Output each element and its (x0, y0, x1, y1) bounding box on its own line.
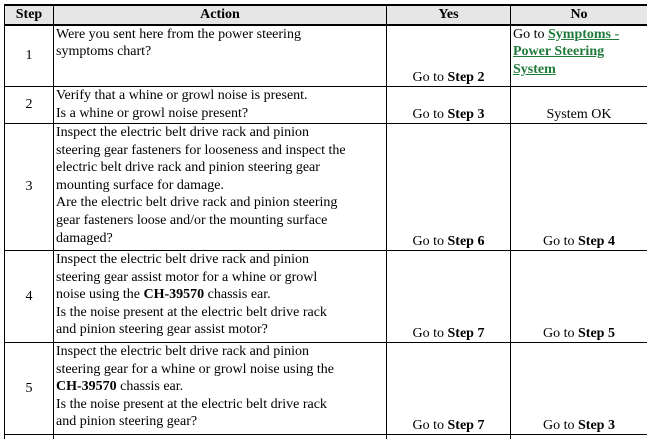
action-line (56, 286, 384, 304)
action-cell (54, 124, 387, 251)
action-line: Are the electric belt drive rack and pinion steering (56, 194, 384, 212)
action-text: chassis ear. (117, 379, 183, 394)
header-yes: Yes (387, 5, 511, 25)
no-prefix: Go to (543, 326, 578, 341)
continuation-cell (511, 435, 647, 439)
table-row (5, 124, 647, 251)
diagnostic-table (4, 4, 647, 439)
action-line: Is the noise present at the electric belt drive rack (56, 304, 384, 322)
header-action: Action (54, 5, 387, 25)
no-cell (511, 251, 647, 343)
step-number: 5 (5, 343, 54, 435)
step-number: 4 (5, 251, 54, 343)
action-cell (54, 251, 387, 343)
yes-prefix: Go to (413, 326, 448, 341)
diagnostic-page (4, 4, 647, 439)
action-line: steering gear assist motor for a whine or growl (56, 269, 384, 287)
go-to-step-link[interactable]: Step 3 (448, 107, 485, 122)
yes-cell (387, 124, 511, 251)
action-line: and pinion steering gear? (56, 413, 384, 431)
action-line: electric belt drive rack and pinion steering gear (56, 159, 384, 177)
yes-cell (387, 343, 511, 435)
header-no: No (511, 5, 647, 25)
yes-prefix: Go to (413, 107, 448, 122)
action-line: Were you sent here from the power steering (56, 26, 384, 44)
action-line: gear fasteners loose and/or the mounting surface (56, 212, 384, 230)
go-to-step-link[interactable]: Step 7 (448, 418, 485, 433)
action-line: symptoms chart? (56, 43, 384, 61)
go-to-step-link[interactable]: Step 6 (448, 234, 485, 249)
action-line: Inspect the electric belt drive rack and pinion (56, 124, 384, 142)
no-cell (511, 124, 647, 251)
yes-cell (387, 25, 511, 87)
header-step: Step (5, 5, 54, 25)
yes-prefix: Go to (413, 70, 448, 85)
no-cell (511, 87, 647, 124)
action-line: and pinion steering gear assist motor? (56, 321, 384, 339)
yes-prefix: Go to (413, 234, 448, 249)
action-text: noise using the (56, 287, 144, 302)
table-continuation-row (5, 435, 647, 439)
go-to-step-link[interactable]: Step 2 (448, 70, 485, 85)
table-row (5, 87, 647, 124)
yes-cell (387, 87, 511, 124)
go-to-step-link[interactable]: Step 4 (578, 234, 615, 249)
no-prefix: Go to (513, 27, 548, 42)
action-line (56, 378, 384, 396)
go-to-step-link[interactable]: Step 5 (578, 326, 615, 341)
symptoms-link-line: System (513, 62, 556, 77)
action-line: steering gear for a whine or growl noise using the (56, 361, 384, 379)
continuation-cell (5, 435, 54, 439)
symptoms-link-line: Symptoms - (548, 27, 619, 42)
step-number: 1 (5, 25, 54, 87)
no-cell (511, 343, 647, 435)
action-line: Is a whine or growl noise present? (56, 105, 384, 123)
action-line: steering gear fasteners for looseness and inspect the (56, 142, 384, 160)
action-line: damaged? (56, 230, 384, 248)
tool-number: CH-39570 (144, 287, 205, 302)
continuation-cell (387, 435, 511, 439)
table-header-row (5, 5, 647, 25)
action-line: Verify that a whine or growl noise is present. (56, 87, 384, 105)
system-ok-text: System OK (547, 107, 612, 122)
symptoms-link-line: Power Steering (513, 44, 604, 59)
action-cell (54, 25, 387, 87)
action-line: Is the noise present at the electric belt drive rack (56, 396, 384, 414)
no-prefix: Go to (543, 418, 578, 433)
action-cell (54, 87, 387, 124)
action-cell (54, 343, 387, 435)
go-to-step-link[interactable]: Step 3 (578, 418, 615, 433)
table-row (5, 251, 647, 343)
table-row (5, 25, 647, 87)
action-line: mounting surface for damage. (56, 177, 384, 195)
action-line: Inspect the electric belt drive rack and pinion (56, 251, 384, 269)
yes-cell (387, 251, 511, 343)
go-to-step-link[interactable]: Step 7 (448, 326, 485, 341)
action-text: chassis ear. (204, 287, 270, 302)
yes-prefix: Go to (413, 418, 448, 433)
no-cell (511, 25, 647, 87)
step-number: 2 (5, 87, 54, 124)
table-row (5, 343, 647, 435)
tool-number: CH-39570 (56, 379, 117, 394)
no-prefix: Go to (543, 234, 578, 249)
step-number: 3 (5, 124, 54, 251)
action-line: Inspect the electric belt drive rack and pinion (56, 343, 384, 361)
continuation-cell (54, 435, 387, 439)
